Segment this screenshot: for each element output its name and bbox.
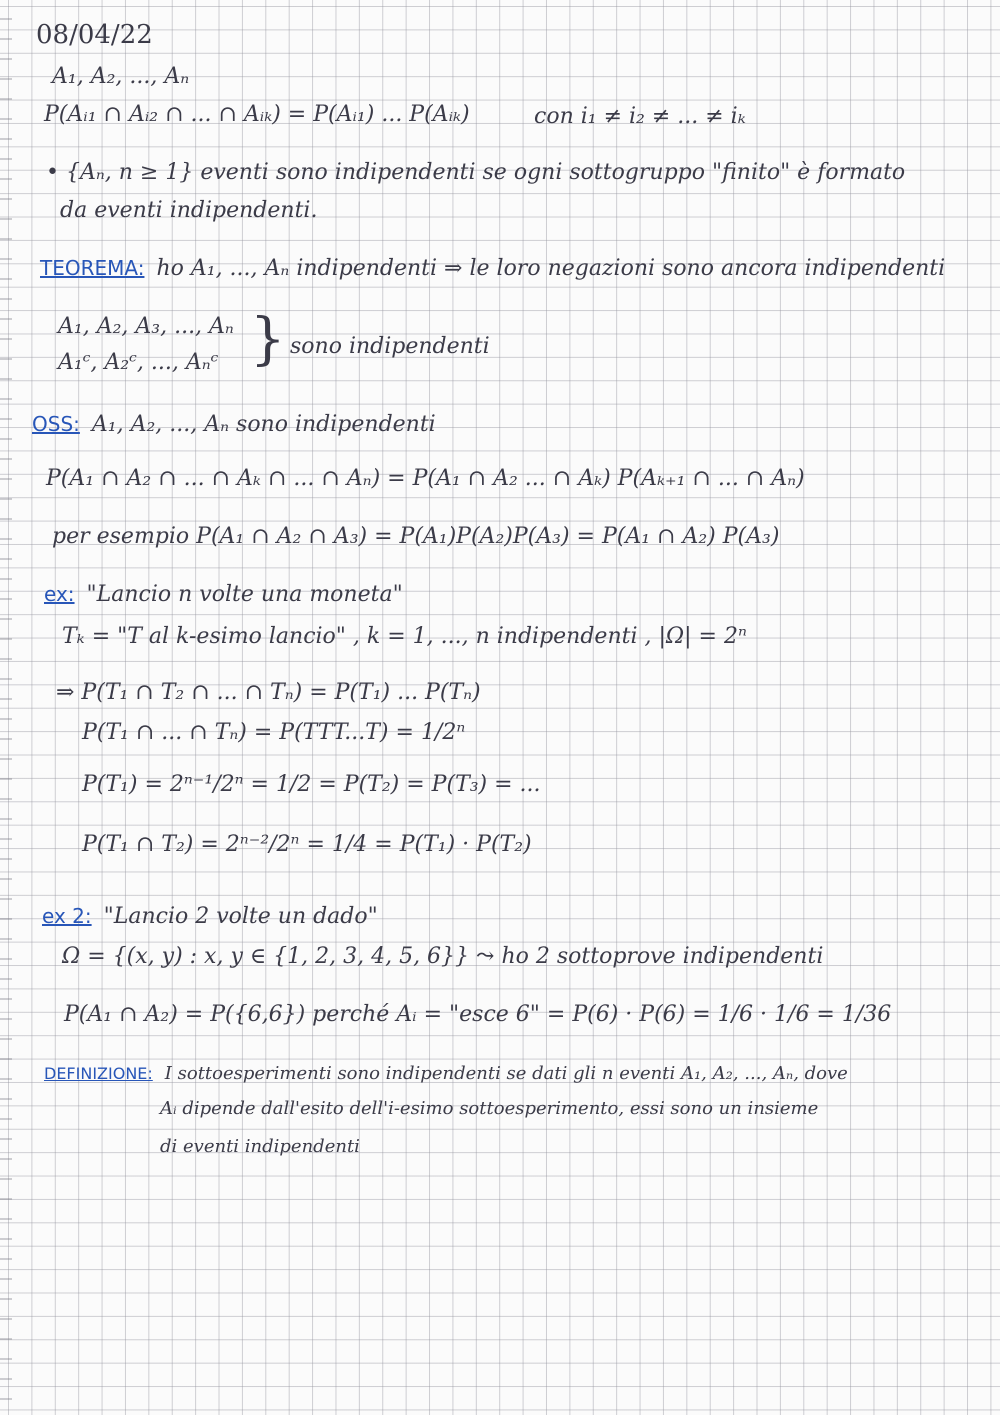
factorization-formula: P(A₁ ∩ A₂ ∩ ... ∩ Aₖ ∩ ... ∩ Aₙ) = P(A₁ ∩ A₂ ... ∩ Aₖ) P(Aₖ₊₁ ∩ ... ∩ Aₙ) xyxy=(46,466,805,491)
example2-probability: P(A₁ ∩ A₂) = P({6,6}) perché Aᵢ = "esce 6" = P(6) · P(6) = 1/6 · 1/6 = 1/36 xyxy=(64,1002,892,1027)
factorization-example: per esempio P(A₁ ∩ A₂ ∩ A₃) = P(A₁)P(A₂)P(A₃) = P(A₁ ∩ A₂) P(A₃) xyxy=(52,524,780,549)
example2-header xyxy=(42,904,378,929)
example1-step4: P(T₁ ∩ T₂) = 2ⁿ⁻²/2ⁿ = 1/4 = P(T₁) · P(T₂) xyxy=(82,832,532,857)
notebook-binding-margin xyxy=(0,0,12,1415)
definition-line1: I sottoesperimenti sono indipendenti se dati gli n eventi A₁, A₂, ..., Aₙ, dove xyxy=(164,1063,848,1084)
independence-definition-line1: • {Aₙ, n ≥ 1} eventi sono indipendenti se ogni sottogruppo "finito" è formato xyxy=(46,160,906,185)
example1-step1: ⇒ P(T₁ ∩ T₂ ∩ ... ∩ Tₙ) = P(T₁) ... P(Tₙ) xyxy=(56,680,481,705)
definition-header xyxy=(44,1060,848,1085)
events-row: A₁, A₂, A₃, ..., Aₙ xyxy=(58,314,234,339)
events-list: A₁, A₂, ..., Aₙ xyxy=(52,64,190,89)
page-date: 08/04/22 xyxy=(36,20,153,50)
example1-definition: Tₖ = "T al k-esimo lancio" , k = 1, ..., n indipendenti , |Ω| = 2ⁿ xyxy=(62,624,747,649)
example1-title: "Lancio n volte una moneta" xyxy=(86,582,403,607)
example2-sample-space: Ω = {(x, y) : x, y ∈ {1, 2, 3, 4, 5, 6}} ⤳ ho 2 sottoprove indipendenti xyxy=(62,944,824,969)
observation-text: A₁, A₂, ..., Aₙ sono indipendenti xyxy=(91,412,436,437)
intersection-formula: P(Aᵢ₁ ∩ Aᵢ₂ ∩ ... ∩ Aᵢₖ) = P(Aᵢ₁) ... P(Aᵢₖ) xyxy=(44,102,470,127)
example1-step3: P(T₁) = 2ⁿ⁻¹/2ⁿ = 1/2 = P(T₂) = P(T₃) = ... xyxy=(82,772,541,797)
example2-label: ex 2: xyxy=(42,904,92,928)
definition-label: DEFINIZIONE: xyxy=(44,1064,153,1083)
observation-statement xyxy=(32,412,436,437)
independence-definition-line2: da eventi indipendenti. xyxy=(60,198,318,223)
example1-step2: P(T₁ ∩ ... ∩ Tₙ) = P(TTT...T) = 1/2ⁿ xyxy=(82,720,466,745)
theorem-label: TEOREMA: xyxy=(40,256,145,280)
theorem-text: ho A₁, ..., Aₙ indipendenti ⇒ le loro negazioni sono ancora indipendenti xyxy=(156,256,946,281)
index-condition: con i₁ ≠ i₂ ≠ ... ≠ iₖ xyxy=(534,104,746,129)
brace-caption: sono indipendenti xyxy=(290,334,490,359)
theorem-statement xyxy=(40,256,945,281)
definition-line3: di eventi indipendenti xyxy=(160,1136,360,1157)
complement-events-row: A₁ᶜ, A₂ᶜ, ..., Aₙᶜ xyxy=(58,350,219,375)
example2-title: "Lancio 2 volte un dado" xyxy=(103,904,378,929)
observation-label: OSS: xyxy=(32,412,80,436)
definition-line2: Aᵢ dipende dall'esito dell'i-esimo sottoesperimento, essi sono un insieme xyxy=(160,1098,819,1119)
grouping-brace: } xyxy=(250,307,286,372)
example1-header xyxy=(44,582,403,607)
example1-label: ex: xyxy=(44,582,75,606)
